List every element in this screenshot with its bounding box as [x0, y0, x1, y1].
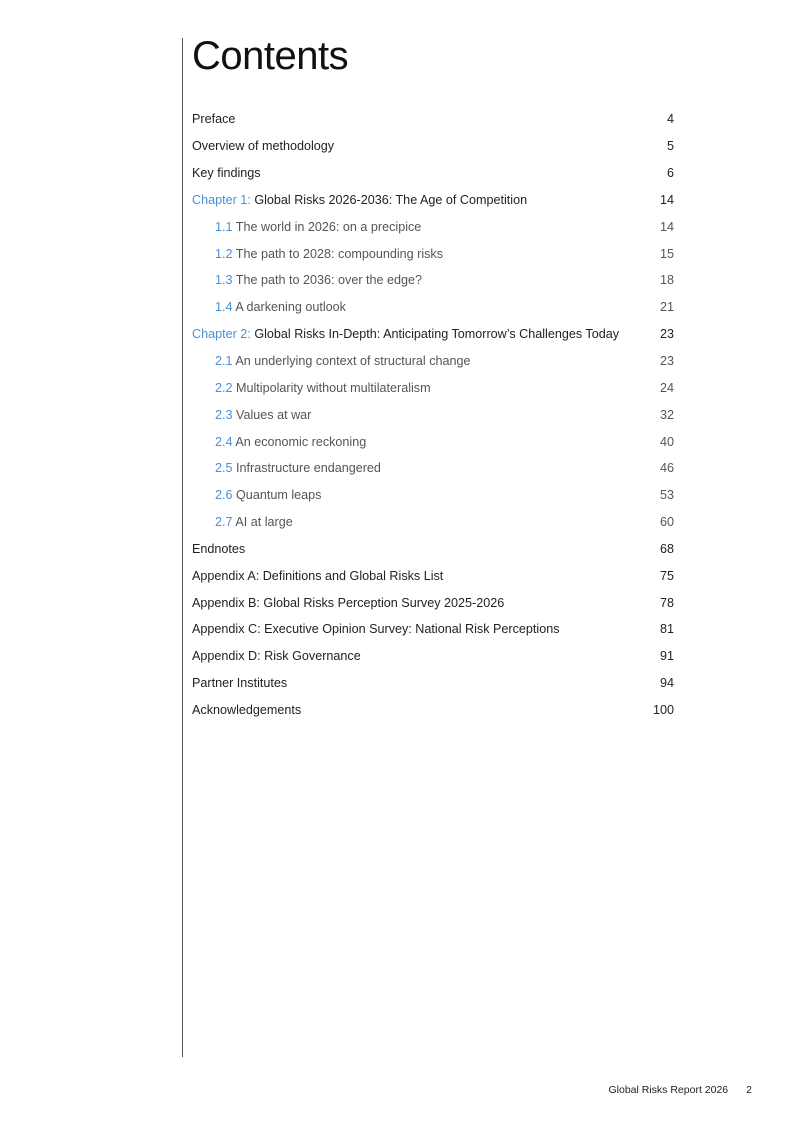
toc-label: An economic reckoning [235, 434, 367, 449]
toc-page-number: 32 [659, 407, 674, 422]
toc-page-number: 100 [652, 702, 674, 717]
toc-entry-1-4[interactable] [192, 294, 674, 321]
toc-section-number: 2.1 [215, 354, 233, 369]
toc-page-number: 21 [659, 300, 674, 315]
toc-section-number: 2.2 [215, 380, 233, 395]
toc-entry-methodology[interactable] [192, 133, 674, 160]
toc-page-number: 23 [659, 327, 674, 342]
toc-page-number: 4 [666, 112, 674, 127]
toc-page-number: 40 [659, 434, 674, 449]
toc-section-number: 2.7 [215, 515, 233, 530]
toc-entry-appendix-d[interactable] [192, 643, 674, 670]
toc-entry-key-findings[interactable] [192, 160, 674, 187]
toc-page-number: 60 [659, 515, 674, 530]
toc-label: The world in 2026: on a precipice [235, 219, 422, 234]
toc-page-number: 53 [659, 488, 674, 503]
toc-entry-acknowledgements[interactable] [192, 697, 674, 724]
toc-entry-preface[interactable] [192, 106, 674, 133]
toc-page-number: 81 [659, 622, 674, 637]
toc-label: Values at war [236, 407, 312, 422]
toc-page-number: 68 [659, 541, 674, 556]
toc-label: Appendix A: Definitions and Global Risks List [192, 568, 444, 583]
toc-section-number: 2.5 [215, 461, 233, 476]
toc-label: Quantum leaps [236, 488, 322, 503]
toc-entry-chapter-1[interactable] [192, 187, 674, 214]
toc-label: An underlying context of structural change [235, 354, 471, 369]
toc-page-number: 78 [659, 595, 674, 610]
toc-entry-1-1[interactable] [192, 213, 674, 240]
toc-label: Appendix D: Risk Governance [192, 649, 361, 664]
toc-section-number: 2.6 [215, 488, 233, 503]
toc-label: Key findings [192, 166, 261, 181]
toc-page-number: 6 [666, 166, 674, 181]
toc-entry-2-4[interactable] [192, 428, 674, 455]
toc-label: Preface [192, 112, 236, 127]
toc-page-number: 14 [659, 192, 674, 207]
toc-entry-appendix-b[interactable] [192, 589, 674, 616]
toc-entry-appendix-c[interactable] [192, 616, 674, 643]
toc-entry-chapter-2[interactable] [192, 321, 674, 348]
toc-section-number: 1.4 [215, 300, 233, 315]
footer-report-title: Global Risks Report 2026 [608, 1084, 729, 1096]
toc-page-number: 18 [659, 273, 674, 288]
toc-page-number: 75 [659, 568, 674, 583]
toc-page-number: 46 [659, 461, 674, 476]
toc-label: Infrastructure endangered [236, 461, 381, 476]
toc-label: Global Risks 2026-2036: The Age of Competition [254, 192, 528, 207]
toc-label: Overview of methodology [192, 139, 335, 154]
toc-chapter-prefix: Chapter 2: [192, 327, 251, 342]
toc-section-number: 1.1 [215, 219, 233, 234]
toc-entry-2-1[interactable] [192, 348, 674, 375]
page-title: Contents [192, 34, 349, 78]
toc-page-number: 5 [666, 139, 674, 154]
toc-label: The path to 2028: compounding risks [235, 246, 444, 261]
toc-label: AI at large [235, 515, 293, 530]
toc-section-number: 2.4 [215, 434, 233, 449]
toc-entry-2-3[interactable] [192, 401, 674, 428]
toc-entry-endnotes[interactable] [192, 536, 674, 563]
toc-entry-2-5[interactable] [192, 455, 674, 482]
toc-page-number: 94 [659, 676, 674, 691]
toc-entry-1-2[interactable] [192, 240, 674, 267]
toc-label: Appendix B: Global Risks Perception Survey 2025-2026 [192, 595, 505, 610]
toc-label: Global Risks In-Depth: Anticipating Tomorrow’s Challenges Today [254, 327, 620, 342]
toc-page-number: 14 [659, 219, 674, 234]
toc-page-number: 24 [659, 380, 674, 395]
table-of-contents [192, 106, 674, 723]
footer-page-number: 2 [746, 1084, 752, 1096]
vertical-rule [182, 38, 183, 1057]
toc-entry-1-3[interactable] [192, 267, 674, 294]
toc-entry-2-2[interactable] [192, 374, 674, 401]
toc-label: Appendix C: Executive Opinion Survey: National Risk Perceptions [192, 622, 560, 637]
toc-entry-appendix-a[interactable] [192, 562, 674, 589]
toc-section-number: 1.3 [215, 273, 233, 288]
toc-label: Multipolarity without multilateralism [236, 380, 431, 395]
toc-entry-2-6[interactable] [192, 482, 674, 509]
toc-section-number: 2.3 [215, 407, 233, 422]
toc-label: Endnotes [192, 541, 246, 556]
toc-label: Partner Institutes [192, 676, 288, 691]
toc-label: A darkening outlook [235, 300, 346, 315]
toc-label: The path to 2036: over the edge? [235, 273, 423, 288]
toc-page-number: 23 [659, 354, 674, 369]
toc-section-number: 1.2 [215, 246, 233, 261]
toc-entry-partner-institutes[interactable] [192, 670, 674, 697]
toc-page-number: 15 [659, 246, 674, 261]
toc-label: Acknowledgements [192, 702, 302, 717]
toc-entry-2-7[interactable] [192, 509, 674, 536]
toc-page-number: 91 [659, 649, 674, 664]
toc-chapter-prefix: Chapter 1: [192, 192, 251, 207]
page-footer [609, 1084, 753, 1096]
